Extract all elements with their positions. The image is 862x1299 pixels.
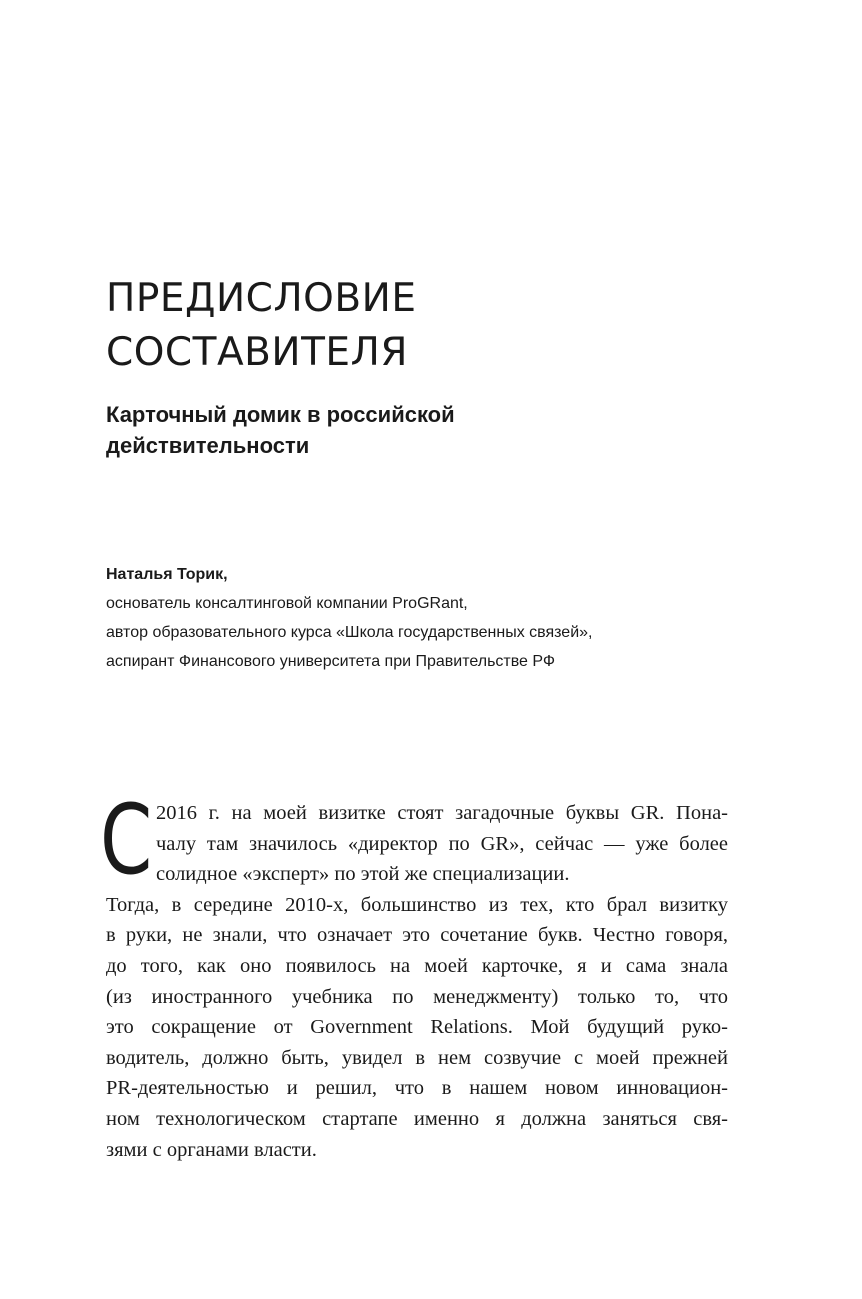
chapter-subtitle bbox=[106, 399, 455, 461]
body-line: ном технологическом стартапе именно я должна заняться свя- bbox=[106, 1107, 728, 1130]
body-line: солидное «эксперт» по этой же специализации. bbox=[156, 863, 570, 886]
author-role-3: аспирант Финансового университета при Правительстве РФ bbox=[106, 653, 556, 670]
chapter-title-line-1: ПРЕДИСЛОВИЕ bbox=[106, 276, 417, 321]
body-line: PR-деятельностью и решил, что в нашем новом инновацион- bbox=[106, 1077, 728, 1100]
body-line: Тогда, в середине 2010-х, большинство из тех, кто брал визитку bbox=[106, 893, 728, 916]
body-line: до того, как оно появилось на моей карточке, я и сама знала bbox=[106, 954, 728, 977]
chapter-title-line-2: СОСТАВИТЕЛЯ bbox=[106, 330, 408, 375]
chapter-subtitle-line-1: Карточный домик в российской bbox=[106, 402, 455, 427]
author-role-1: основатель консалтинговой компании ProGRant, bbox=[106, 595, 468, 612]
drop-cap: С bbox=[100, 784, 153, 896]
body-line: это сокращение от Government Relations. Мой будущий руко- bbox=[106, 1016, 728, 1039]
body-line: 2016 г. на моей визитке стоят загадочные буквы GR. Пона- bbox=[156, 802, 728, 824]
author-role-2: автор образовательного курса «Школа государственных связей», bbox=[106, 624, 593, 641]
chapter-subtitle-line-2: действительности bbox=[106, 433, 310, 458]
author-name: Наталья Торик, bbox=[106, 566, 228, 583]
body-line: в руки, не знали, что означает это сочетание букв. Честно говоря, bbox=[106, 924, 728, 947]
body-line: водитель, должно быть, увидел в нем созвучие с моей прежней bbox=[106, 1046, 728, 1069]
body-paragraphs bbox=[106, 798, 728, 1165]
body-line: (из иностранного учебника по менеджменту) только то, что bbox=[106, 985, 728, 1008]
chapter-title bbox=[106, 272, 416, 380]
body-line: чалу там значилось «директор по GR», сейчас — уже более bbox=[156, 832, 728, 855]
body-line: зями с органами власти. bbox=[106, 1138, 317, 1161]
author-block bbox=[106, 560, 592, 676]
